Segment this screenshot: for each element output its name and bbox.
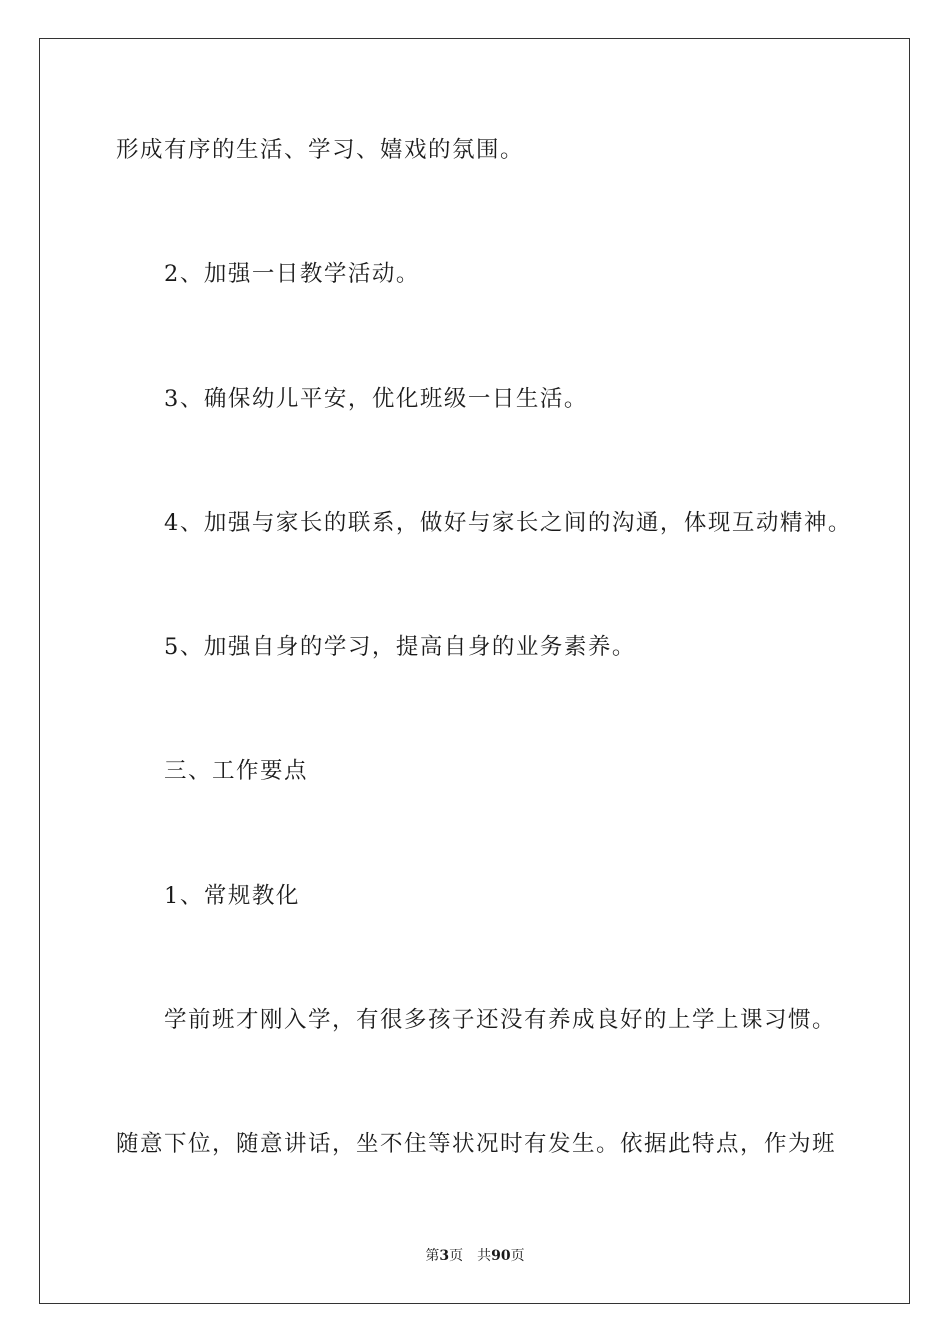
current-page-number: 3 [439, 1248, 450, 1264]
paragraph-line: 3、确保幼儿平安，优化班级一日生活。 [164, 386, 588, 412]
total-prefix: 共 [477, 1248, 492, 1264]
page-border [39, 38, 910, 1304]
total-suffix: 页 [510, 1248, 525, 1264]
subsection-heading: 1、常规教化 [164, 883, 300, 909]
page-prefix: 第 [425, 1248, 440, 1264]
paragraph-line: 2、加强一日教学活动。 [164, 261, 420, 287]
page-footer [0, 1246, 950, 1266]
paragraph-line: 学前班才刚入学，有很多孩子还没有养成良好的上学上课习惯。 [164, 1007, 837, 1033]
section-heading: 三、工作要点 [164, 758, 309, 784]
paragraph-line: 5、加强自身的学习，提高自身的业务素养。 [164, 634, 636, 660]
page-suffix: 页 [449, 1248, 464, 1264]
paragraph-line: 形成有序的生活、学习、嬉戏的氛围。 [116, 137, 525, 163]
total-pages-number: 90 [491, 1248, 511, 1264]
paragraph-line: 随意下位，随意讲话，坐不住等状况时有发生。依据此特点，作为班 [116, 1131, 837, 1157]
paragraph-line: 4、加强与家长的联系，做好与家长之间的沟通，体现互动精神。 [164, 510, 852, 536]
